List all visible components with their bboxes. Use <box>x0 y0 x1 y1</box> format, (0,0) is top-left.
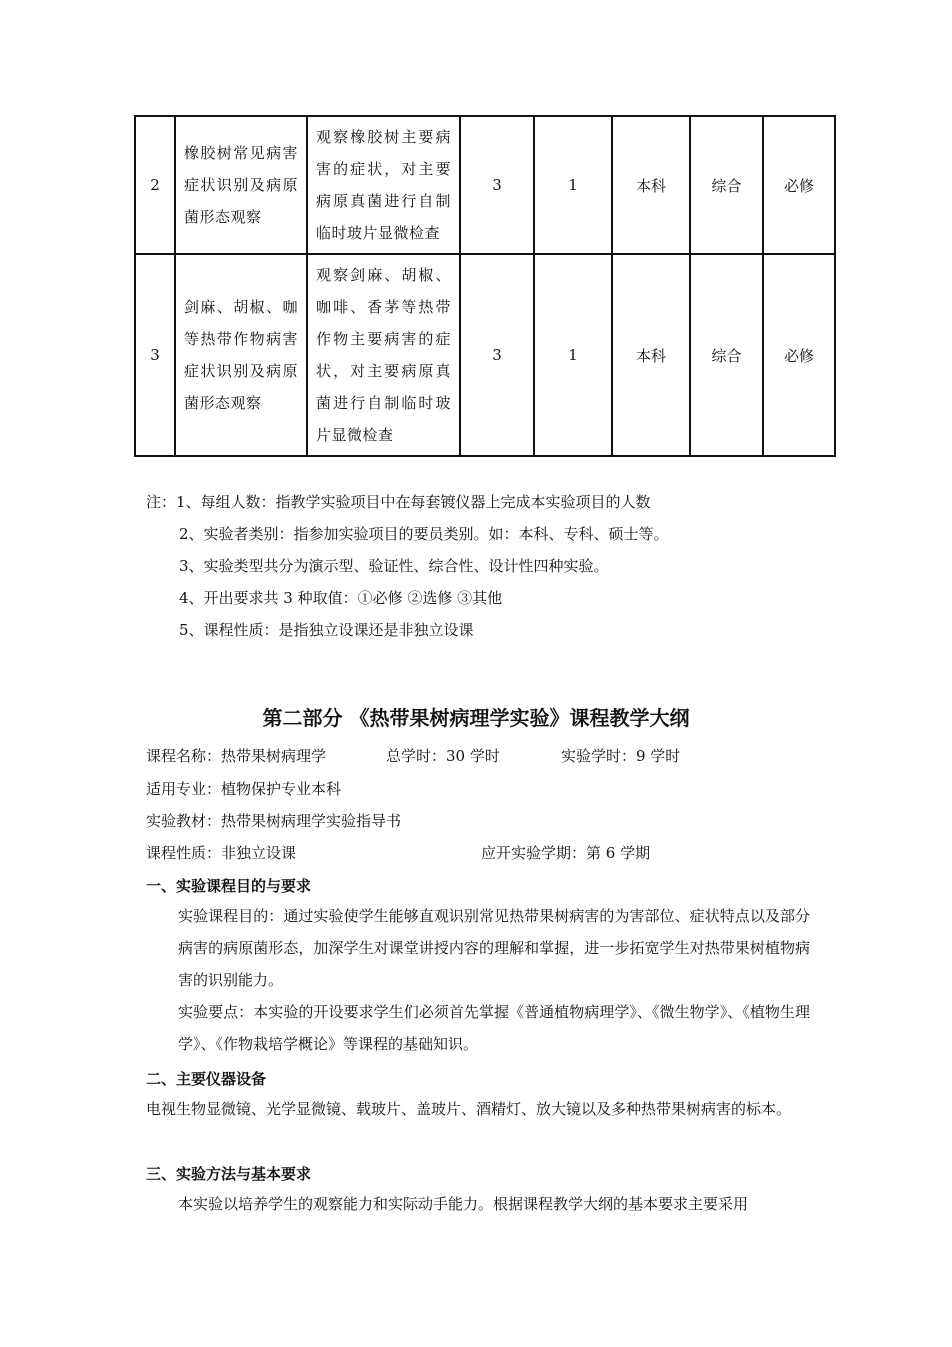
experiment-type: 综合 <box>690 116 763 254</box>
paragraph-text: 实验要点：本实验的开设要求学生们必须首先掌握《普通植物病理学》、《微生物学》、《植物生理学》、《作物栽培学概论》等课程的基础知识。 <box>178 1003 810 1053</box>
section-title: 第二部分 《热带果树病理学实验》课程教学大纲 <box>262 706 690 730</box>
table-row <box>135 254 835 456</box>
note-line: 5、课程性质：是指独立设课还是非独立设课 <box>179 621 474 639</box>
requirement: 必修 <box>763 116 835 254</box>
requirement: 必修 <box>763 254 835 456</box>
note-line: 4、开出要求共 3 种取值：①必修 ②选修 ③其他 <box>179 589 503 607</box>
group-size: 1 <box>534 116 612 254</box>
section-heading: 三、实验方法与基本要求 <box>146 1165 312 1183</box>
paragraph-text: 本实验以培养学生的观察能力和实际动手能力。根据课程教学大纲的基本要求主要采用 <box>178 1195 749 1213</box>
paragraph <box>146 900 810 1060</box>
course-nature: 课程性质：非独立设课 <box>146 844 297 862</box>
lab-hours: 实验学时：9 学时 <box>561 747 681 765</box>
student-level: 本科 <box>612 254 690 456</box>
student-level: 本科 <box>612 116 690 254</box>
section-heading: 二、主要仪器设备 <box>146 1070 267 1088</box>
row-number: 3 <box>135 254 175 456</box>
course-info-line <box>146 745 680 766</box>
row-number: 2 <box>135 116 175 254</box>
note-line: 注：1、每组人数：指教学实验项目中在每套镀仪器上完成本实验项目的人数 <box>146 493 651 511</box>
note-line: 3、实验类型共分为演示型、验证性、综合性、设计性四种实验。 <box>179 557 609 575</box>
experiment-content: 观察剑麻、胡椒、咖啡、香茅等热带作物主要病害的症状，对主要病原真菌进行自制临时玻片显微检查 <box>307 254 460 456</box>
section-heading: 一、实验课程目的与要求 <box>146 877 312 895</box>
semester: 应开实验学期：第 6 学期 <box>481 844 651 862</box>
table-row <box>135 116 835 254</box>
major: 适用专业：植物保护专业本科 <box>146 780 342 798</box>
experiment-name: 橡胶树常见病害症状识别及病原菌形态观察 <box>175 116 307 254</box>
course-name: 课程名称：热带果树病理学 <box>146 747 327 765</box>
experiment-hours: 3 <box>460 254 534 456</box>
paragraph-text: 实验课程目的：通过实验使学生能够直观识别常见热带果树病害的为害部位、症状特点以及部分病害的病原菌形态，加深学生对课堂讲授内容的理解和掌握，进一步拓宽学生对热带果树植物病害的识别能力。 <box>178 907 810 989</box>
experiment-content: 观察橡胶树主要病害的症状，对主要病原真菌进行自制临时玻片显微检查 <box>307 116 460 254</box>
note-line: 2、实验者类别：指参加实验项目的要员类别。如：本科、专科、硕士等。 <box>179 525 669 543</box>
group-size: 1 <box>534 254 612 456</box>
total-hours: 总学时：30 学时 <box>386 747 500 765</box>
experiment-table <box>134 115 836 457</box>
table-notes <box>146 486 669 646</box>
experiment-name: 剑麻、胡椒、咖等热带作物病害症状识别及病原菌形态观察 <box>175 254 307 456</box>
experiment-type: 综合 <box>690 254 763 456</box>
paragraph-text: 电视生物显微镜、光学显微镜、载玻片、盖玻片、酒精灯、放大镜以及多种热带果树病害的标本。 <box>146 1100 792 1118</box>
experiment-hours: 3 <box>460 116 534 254</box>
textbook: 实验教材：热带果树病理学实验指导书 <box>146 812 402 830</box>
course-nature-line <box>146 842 650 863</box>
paragraph <box>146 1188 810 1220</box>
